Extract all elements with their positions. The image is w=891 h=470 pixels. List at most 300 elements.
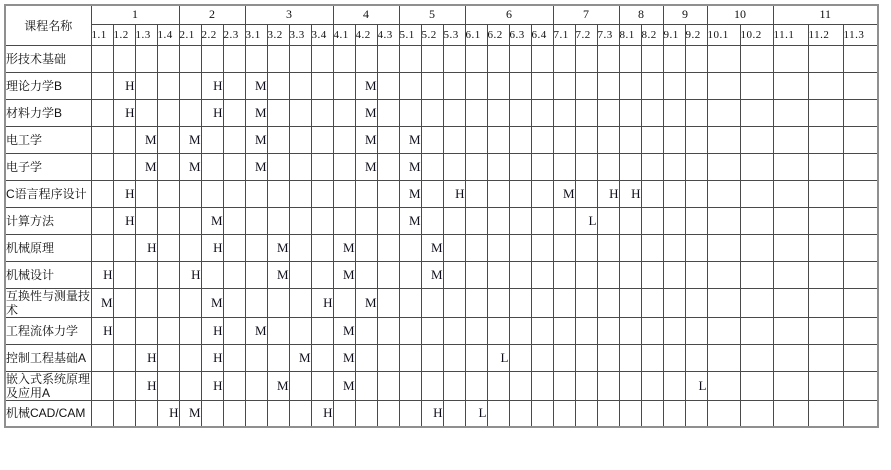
mark-cell (157, 45, 179, 72)
mark-cell (113, 234, 135, 261)
mark-cell (619, 344, 641, 371)
mark-cell: M (179, 400, 201, 427)
mark-cell (443, 72, 465, 99)
mark-cell (157, 344, 179, 371)
mark-cell (201, 153, 223, 180)
mark-cell (553, 344, 575, 371)
mark-cell (333, 153, 355, 180)
mark-cell (597, 344, 619, 371)
table-row (5, 126, 878, 153)
mark-cell (421, 344, 443, 371)
column-subheader: 7.2 (575, 24, 597, 45)
mark-cell (443, 288, 465, 317)
mark-cell (707, 371, 740, 400)
mark-cell (157, 153, 179, 180)
mark-cell (575, 126, 597, 153)
mark-cell (531, 344, 553, 371)
mark-cell (399, 261, 421, 288)
mark-cell (421, 371, 443, 400)
mark-cell (289, 99, 311, 126)
mark-cell (509, 180, 531, 207)
mark-cell (509, 153, 531, 180)
mark-cell: M (333, 317, 355, 344)
course-name: 材料力学B (5, 99, 91, 126)
mark-cell (135, 288, 157, 317)
mark-cell (91, 371, 113, 400)
mark-cell (443, 45, 465, 72)
mark-cell: L (685, 371, 707, 400)
mark-cell (91, 207, 113, 234)
course-name-header: 课程名称 (5, 5, 91, 45)
mark-cell (267, 180, 289, 207)
mark-cell (597, 317, 619, 344)
table-row (5, 72, 878, 99)
mark-cell (619, 99, 641, 126)
mark-cell (773, 344, 808, 371)
column-group-header: 6 (465, 5, 553, 24)
mark-cell (619, 317, 641, 344)
mark-cell (399, 317, 421, 344)
mark-cell (509, 371, 531, 400)
mark-cell: L (465, 400, 487, 427)
mark-cell (619, 72, 641, 99)
mark-cell (487, 207, 509, 234)
mark-cell (740, 153, 773, 180)
course-name: 机械设计 (5, 261, 91, 288)
mark-cell (487, 99, 509, 126)
mark-cell (179, 344, 201, 371)
mark-cell (465, 234, 487, 261)
column-subheader: 11.3 (843, 24, 878, 45)
column-group-header: 11 (773, 5, 878, 24)
column-subheader: 7.1 (553, 24, 575, 45)
mark-cell (91, 126, 113, 153)
mark-cell: M (399, 126, 421, 153)
mark-cell (808, 371, 843, 400)
mark-cell (619, 153, 641, 180)
mark-cell (773, 153, 808, 180)
course-name: 机械原理 (5, 234, 91, 261)
mark-cell (619, 371, 641, 400)
mark-cell (685, 317, 707, 344)
mark-cell (531, 371, 553, 400)
mark-cell: H (311, 400, 333, 427)
course-requirement-matrix (4, 4, 879, 428)
mark-cell (663, 153, 685, 180)
mark-cell: M (421, 261, 443, 288)
mark-cell (808, 344, 843, 371)
mark-cell (113, 153, 135, 180)
mark-cell (509, 126, 531, 153)
column-subheader: 4.3 (377, 24, 399, 45)
mark-cell (663, 371, 685, 400)
table-row (5, 371, 878, 400)
mark-cell (223, 288, 245, 317)
mark-cell (179, 180, 201, 207)
mark-cell (421, 126, 443, 153)
mark-cell (575, 45, 597, 72)
course-name: 机械CAD/CAM (5, 400, 91, 427)
mark-cell (575, 344, 597, 371)
mark-cell (575, 288, 597, 317)
mark-cell (487, 234, 509, 261)
mark-cell (843, 261, 878, 288)
mark-cell: M (267, 234, 289, 261)
mark-cell (707, 400, 740, 427)
mark-cell: H (113, 72, 135, 99)
mark-cell (707, 234, 740, 261)
mark-cell (443, 234, 465, 261)
mark-cell (201, 126, 223, 153)
mark-cell (421, 72, 443, 99)
mark-cell (641, 153, 663, 180)
mark-cell (597, 99, 619, 126)
mark-cell (553, 99, 575, 126)
mark-cell (597, 400, 619, 427)
mark-cell: M (201, 288, 223, 317)
mark-cell (333, 99, 355, 126)
mark-cell: H (311, 288, 333, 317)
mark-cell (223, 72, 245, 99)
mark-cell (113, 317, 135, 344)
mark-cell (443, 99, 465, 126)
mark-cell (377, 72, 399, 99)
matrix-body (5, 45, 878, 427)
mark-cell (509, 45, 531, 72)
mark-cell (443, 344, 465, 371)
mark-cell (113, 288, 135, 317)
mark-cell (773, 371, 808, 400)
mark-cell (311, 317, 333, 344)
mark-cell (531, 234, 553, 261)
mark-cell (531, 45, 553, 72)
column-subheader: 5.2 (421, 24, 443, 45)
column-subheader: 8.2 (641, 24, 663, 45)
mark-cell (421, 288, 443, 317)
mark-cell (465, 99, 487, 126)
mark-cell (843, 99, 878, 126)
mark-cell (575, 317, 597, 344)
mark-cell (421, 207, 443, 234)
mark-cell (509, 288, 531, 317)
mark-cell (157, 207, 179, 234)
mark-cell: H (113, 99, 135, 126)
mark-cell (575, 99, 597, 126)
mark-cell (663, 207, 685, 234)
mark-cell (179, 371, 201, 400)
mark-cell (641, 371, 663, 400)
mark-cell (685, 288, 707, 317)
mark-cell (773, 72, 808, 99)
mark-cell (597, 126, 619, 153)
mark-cell: H (201, 344, 223, 371)
column-group-header: 3 (245, 5, 333, 24)
mark-cell (808, 72, 843, 99)
mark-cell (465, 180, 487, 207)
mark-cell (179, 288, 201, 317)
mark-cell (553, 400, 575, 427)
mark-cell (619, 126, 641, 153)
mark-cell (663, 126, 685, 153)
mark-cell (91, 99, 113, 126)
mark-cell (597, 371, 619, 400)
column-subheader: 4.2 (355, 24, 377, 45)
mark-cell (157, 126, 179, 153)
mark-cell: M (267, 261, 289, 288)
mark-cell: M (399, 207, 421, 234)
mark-cell (333, 180, 355, 207)
mark-cell (487, 317, 509, 344)
mark-cell: H (597, 180, 619, 207)
mark-cell (641, 288, 663, 317)
mark-cell (399, 99, 421, 126)
mark-cell (685, 45, 707, 72)
mark-cell (289, 126, 311, 153)
course-name: 嵌入式系统原理及应用A (6, 371, 91, 400)
mark-cell (487, 400, 509, 427)
mark-cell (179, 317, 201, 344)
mark-cell: H (201, 234, 223, 261)
mark-cell (399, 288, 421, 317)
mark-cell (575, 72, 597, 99)
mark-cell (377, 317, 399, 344)
mark-cell (531, 72, 553, 99)
mark-cell (443, 153, 465, 180)
mark-cell: H (443, 180, 465, 207)
mark-cell (91, 180, 113, 207)
mark-cell (553, 288, 575, 317)
mark-cell (843, 153, 878, 180)
mark-cell (355, 371, 377, 400)
mark-cell (707, 207, 740, 234)
mark-cell (663, 180, 685, 207)
mark-cell (223, 317, 245, 344)
mark-cell: M (289, 344, 311, 371)
column-group-header: 4 (333, 5, 399, 24)
mark-cell (289, 400, 311, 427)
mark-cell (399, 371, 421, 400)
mark-cell (487, 45, 509, 72)
mark-cell (157, 72, 179, 99)
mark-cell (685, 72, 707, 99)
mark-cell (575, 371, 597, 400)
mark-cell (663, 344, 685, 371)
mark-cell (553, 126, 575, 153)
column-subheader: 11.2 (808, 24, 843, 45)
course-name: C语言程序设计 (5, 180, 91, 207)
mark-cell: M (245, 72, 267, 99)
mark-cell (113, 344, 135, 371)
mark-cell (377, 99, 399, 126)
mark-cell (157, 261, 179, 288)
mark-cell (509, 317, 531, 344)
mark-cell (641, 180, 663, 207)
mark-cell (843, 72, 878, 99)
column-group-header: 8 (619, 5, 663, 24)
mark-cell (443, 317, 465, 344)
mark-cell (773, 126, 808, 153)
mark-cell (531, 261, 553, 288)
mark-cell (223, 153, 245, 180)
mark-cell (311, 153, 333, 180)
mark-cell (179, 99, 201, 126)
course-name: 控制工程基础A (5, 344, 91, 371)
mark-cell: M (267, 371, 289, 400)
mark-cell (421, 45, 443, 72)
mark-cell (399, 234, 421, 261)
table-row (5, 180, 878, 207)
mark-cell (707, 99, 740, 126)
mark-cell (267, 288, 289, 317)
mark-cell: M (333, 371, 355, 400)
mark-cell: H (619, 180, 641, 207)
mark-cell (289, 234, 311, 261)
mark-cell (245, 180, 267, 207)
mark-cell (267, 72, 289, 99)
mark-cell (157, 180, 179, 207)
mark-cell (641, 317, 663, 344)
mark-cell (223, 99, 245, 126)
mark-cell (509, 400, 531, 427)
mark-cell (685, 234, 707, 261)
mark-cell (179, 234, 201, 261)
mark-cell (311, 344, 333, 371)
column-group-header: 7 (553, 5, 619, 24)
column-subheader: 3.3 (289, 24, 311, 45)
mark-cell (443, 400, 465, 427)
table-row (5, 317, 878, 344)
mark-cell (531, 400, 553, 427)
mark-cell (685, 99, 707, 126)
mark-cell (808, 317, 843, 344)
mark-cell: M (201, 207, 223, 234)
mark-cell (113, 126, 135, 153)
course-name: 形技术基础 (5, 45, 91, 72)
mark-cell (443, 207, 465, 234)
mark-cell (355, 234, 377, 261)
mark-cell: M (355, 153, 377, 180)
mark-cell (553, 72, 575, 99)
mark-cell: M (421, 234, 443, 261)
table-row (5, 99, 878, 126)
mark-cell (773, 99, 808, 126)
mark-cell (421, 99, 443, 126)
mark-cell (223, 45, 245, 72)
column-subheader: 8.1 (619, 24, 641, 45)
mark-cell (377, 126, 399, 153)
column-subheader: 2.2 (201, 24, 223, 45)
mark-cell: H (135, 344, 157, 371)
mark-cell (685, 153, 707, 180)
mark-cell: M (91, 288, 113, 317)
mark-cell: H (421, 400, 443, 427)
mark-cell: H (91, 317, 113, 344)
table-row (5, 261, 878, 288)
mark-cell: M (399, 153, 421, 180)
mark-cell (289, 72, 311, 99)
mark-cell (740, 400, 773, 427)
mark-cell (663, 400, 685, 427)
group-header-row (5, 5, 878, 24)
mark-cell (377, 400, 399, 427)
column-subheader: 6.3 (509, 24, 531, 45)
mark-cell (707, 317, 740, 344)
column-subheader: 9.2 (685, 24, 707, 45)
mark-cell (509, 234, 531, 261)
mark-cell: H (157, 400, 179, 427)
mark-cell (377, 344, 399, 371)
mark-cell (135, 207, 157, 234)
mark-cell: H (91, 261, 113, 288)
mark-cell (135, 99, 157, 126)
mark-cell (553, 317, 575, 344)
mark-cell: M (355, 99, 377, 126)
mark-cell (267, 99, 289, 126)
mark-cell: L (487, 344, 509, 371)
column-subheader: 3.1 (245, 24, 267, 45)
mark-cell (685, 180, 707, 207)
mark-cell (311, 99, 333, 126)
mark-cell (808, 180, 843, 207)
mark-cell (267, 344, 289, 371)
mark-cell (740, 234, 773, 261)
mark-cell (487, 261, 509, 288)
mark-cell: M (355, 126, 377, 153)
column-subheader: 10.2 (740, 24, 773, 45)
mark-cell (135, 261, 157, 288)
mark-cell (201, 261, 223, 288)
mark-cell (843, 371, 878, 400)
mark-cell (91, 234, 113, 261)
mark-cell (465, 72, 487, 99)
table-row (5, 45, 878, 72)
mark-cell (641, 344, 663, 371)
mark-cell (808, 153, 843, 180)
mark-cell (91, 153, 113, 180)
mark-cell (773, 288, 808, 317)
mark-cell (773, 261, 808, 288)
mark-cell (289, 207, 311, 234)
mark-cell (399, 344, 421, 371)
mark-cell (641, 99, 663, 126)
mark-cell (843, 400, 878, 427)
mark-cell (740, 317, 773, 344)
mark-cell (843, 344, 878, 371)
mark-cell (641, 45, 663, 72)
mark-cell: H (179, 261, 201, 288)
mark-cell (113, 45, 135, 72)
column-group-header: 2 (179, 5, 245, 24)
mark-cell: M (333, 261, 355, 288)
column-subheader: 2.3 (223, 24, 245, 45)
mark-cell: H (201, 99, 223, 126)
mark-cell (311, 126, 333, 153)
mark-cell (843, 180, 878, 207)
mark-cell (487, 153, 509, 180)
mark-cell (289, 288, 311, 317)
table-row (5, 234, 878, 261)
mark-cell (377, 45, 399, 72)
column-subheader: 4.1 (333, 24, 355, 45)
table-row (5, 344, 878, 371)
mark-cell (843, 317, 878, 344)
column-subheader: 10.1 (707, 24, 740, 45)
mark-cell (333, 72, 355, 99)
mark-cell (245, 234, 267, 261)
mark-cell (553, 371, 575, 400)
mark-cell (597, 72, 619, 99)
mark-cell (377, 288, 399, 317)
